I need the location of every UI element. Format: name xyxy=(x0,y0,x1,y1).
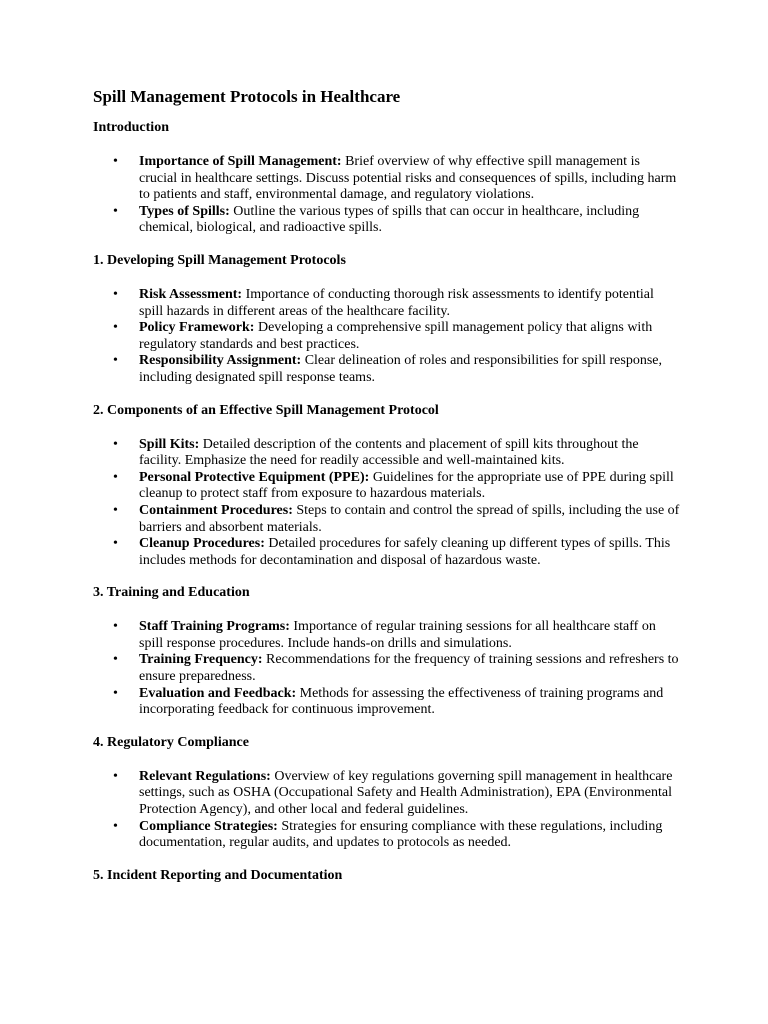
bullet-label: Training Frequency: xyxy=(139,652,263,668)
section-heading: 1. Developing Spill Management Protocols xyxy=(93,252,346,268)
bullet-icon: • xyxy=(113,469,118,485)
bullet-text: Detailed procedures for safely cleaning up different types of spills. This includes methods for decontamination and disposal of hazardous waste. xyxy=(139,536,671,568)
bullet-label: Responsibility Assignment: xyxy=(139,353,302,369)
bullet-icon: • xyxy=(113,154,118,169)
bullet-icon: • xyxy=(113,286,118,302)
section-regulatory-compliance xyxy=(93,734,680,852)
bullet-label: Spill Kits: xyxy=(139,436,200,452)
bullet-item xyxy=(93,819,680,852)
section-heading: 5. Incident Reporting and Documentation xyxy=(93,867,343,883)
bullet-item xyxy=(93,154,680,204)
section-components xyxy=(93,402,680,570)
bullet-text: Clear delineation of roles and responsibilities for spill response, including designated spill response teams. xyxy=(139,353,663,385)
section-heading: 2. Components of an Effective Spill Management Protocol xyxy=(93,402,439,418)
bullet-text: Detailed description of the contents and placement of spill kits throughout the facility. Emphasize the need for readily accessible and well-maintained kits. xyxy=(139,436,639,469)
section-introduction xyxy=(93,119,680,237)
bullet-text: Outline the various types of spills that can occur in healthcare, including chemical, biological, and radioactive spills. xyxy=(139,203,640,236)
bullet-label: Risk Assessment: xyxy=(139,286,243,302)
bullet-list xyxy=(93,437,680,570)
bullet-item xyxy=(93,287,680,320)
bullet-icon: • xyxy=(113,320,118,336)
bullet-icon: • xyxy=(113,353,118,369)
bullet-list xyxy=(93,619,680,719)
bullet-item xyxy=(93,320,680,353)
bullet-text: Strategies for ensuring compliance with these regulations, including documentation, regular audits, and updates to protocols as needed. xyxy=(139,818,663,851)
bullet-label: Staff Training Programs: xyxy=(139,619,290,635)
bullet-label: Policy Framework: xyxy=(139,320,255,336)
bullet-item xyxy=(93,353,680,386)
section-incident-reporting xyxy=(93,867,680,885)
bullet-icon: • xyxy=(113,436,118,452)
bullet-item xyxy=(93,536,680,569)
bullet-text: Brief overview of why effective spill management is crucial in healthcare settings. Discuss potential risks and consequences of spills, including harm to patients and staff, environmental damage, and regulatory violations. xyxy=(139,154,677,203)
bullet-text: Steps to contain and control the spread of spills, including the use of barriers and absorbent materials. xyxy=(139,502,680,535)
bullet-list xyxy=(93,154,680,237)
bullet-icon: • xyxy=(113,685,118,701)
bullet-label: Types of Spills: xyxy=(139,203,230,219)
bullet-icon: • xyxy=(113,818,118,834)
bullet-text: Importance of conducting thorough risk assessments to identify potential spill hazards in different areas of the healthcare facility. xyxy=(139,286,654,319)
bullet-item xyxy=(93,652,680,685)
bullet-item xyxy=(93,204,680,237)
bullet-label: Relevant Regulations: xyxy=(139,768,271,784)
bullet-text: Methods for assessing the effectiveness of training programs and incorporating feedback for continuous improvement. xyxy=(139,685,664,718)
bullet-icon: • xyxy=(113,203,118,219)
bullet-label: Importance of Spill Management: xyxy=(139,154,342,169)
bullet-item xyxy=(93,769,680,819)
section-heading: 4. Regulatory Compliance xyxy=(93,734,249,750)
bullet-item xyxy=(93,619,680,652)
section-training xyxy=(93,584,680,719)
bullet-text: Guidelines for the appropriate use of PPE during spill cleanup to protect staff from exposure to hazardous materials. xyxy=(139,469,674,502)
bullet-label: Cleanup Procedures: xyxy=(139,536,265,552)
bullet-icon: • xyxy=(113,768,118,784)
bullet-text: Importance of regular training sessions for all healthcare staff on spill response procedures. Include hands-on drills and simulations. xyxy=(139,619,656,651)
document-title: Spill Management Protocols in Healthcare xyxy=(93,87,401,106)
bullet-text: Recommendations for the frequency of training sessions and refreshers to ensure preparedness. xyxy=(139,652,679,685)
bullet-label: Evaluation and Feedback: xyxy=(139,685,297,701)
section-developing-protocols xyxy=(93,252,680,387)
bullet-text: Developing a comprehensive spill management policy that aligns with regulatory standards and best practices. xyxy=(139,320,653,352)
bullet-list xyxy=(93,769,680,852)
bullet-item xyxy=(93,437,680,470)
bullet-list xyxy=(93,287,680,387)
bullet-item xyxy=(93,503,680,536)
bullet-item xyxy=(93,686,680,719)
bullet-item xyxy=(93,470,680,503)
bullet-label: Containment Procedures: xyxy=(139,502,293,518)
section-heading: Introduction xyxy=(93,120,169,135)
bullet-icon: • xyxy=(113,502,118,518)
bullet-icon: • xyxy=(113,536,118,552)
section-heading: 3. Training and Education xyxy=(93,585,250,601)
bullet-icon: • xyxy=(113,619,118,635)
bullet-text: Overview of key regulations governing spill management in healthcare settings, such as OSHA (Occupational Safety and Health Administration), EPA (Environmental Protection Agency), and other local and federal guidelines. xyxy=(139,768,673,818)
bullet-label: Personal Protective Equipment (PPE): xyxy=(139,469,370,485)
bullet-icon: • xyxy=(113,652,118,668)
bullet-label: Compliance Strategies: xyxy=(139,818,278,834)
